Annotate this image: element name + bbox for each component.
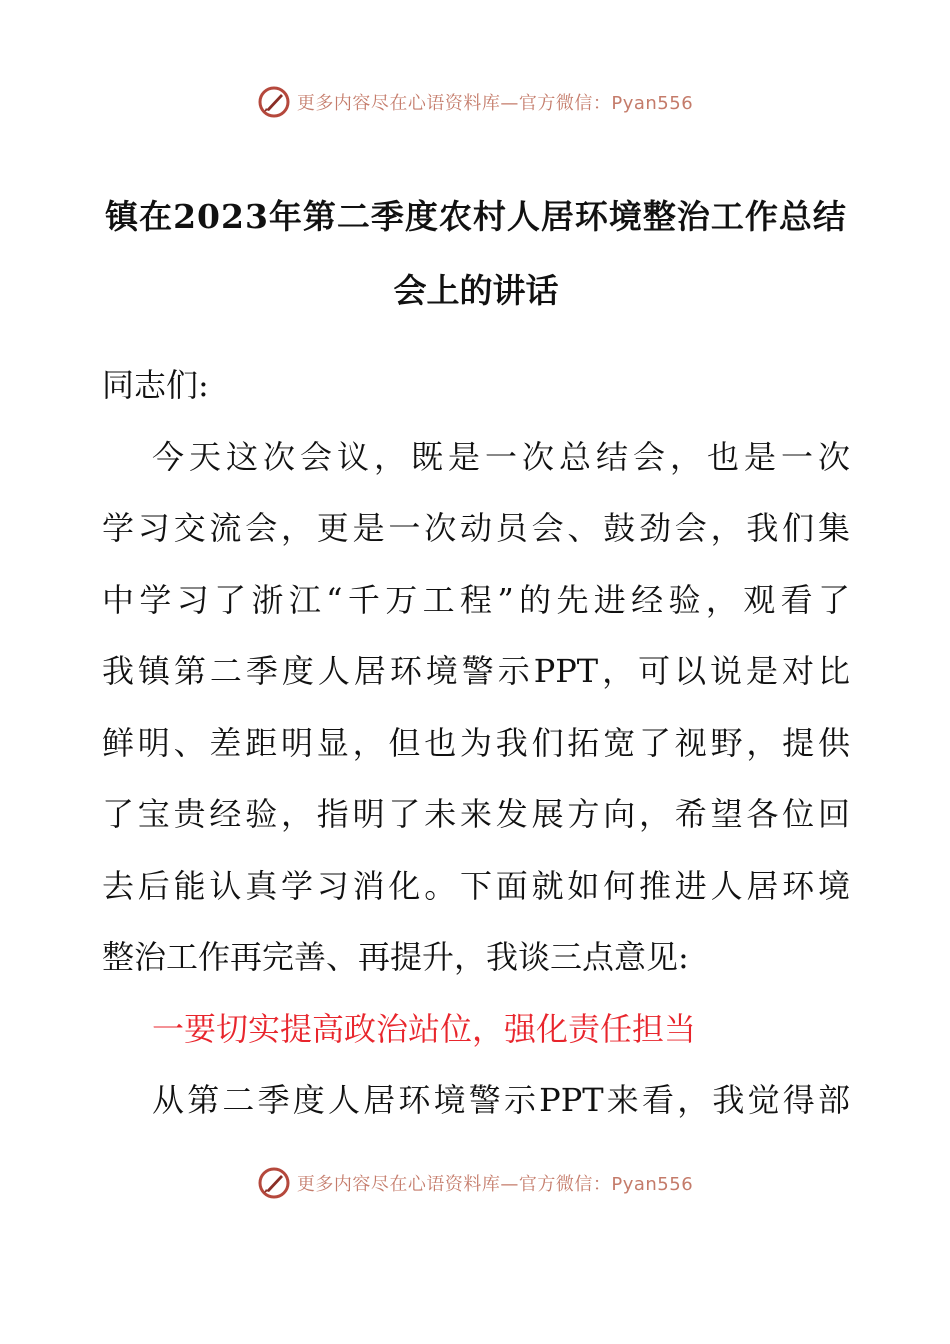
watermark-content xyxy=(257,1166,693,1200)
quill-logo-icon xyxy=(257,85,291,119)
paragraph-line: 鲜明、差距明显，但也为我们拓宽了视野，提供 xyxy=(102,723,850,762)
quill-logo-icon xyxy=(257,1166,291,1200)
salutation: 同志们: xyxy=(102,366,209,404)
watermark-text: 更多内容尽在心语资料库—官方微信：Pyan556 xyxy=(296,1174,694,1195)
document-title-line-2: 会上的讲话 xyxy=(393,271,559,310)
paragraph-line: 今天这次会议，既是一次总结会，也是一次 xyxy=(152,437,850,476)
watermark-banner-top xyxy=(0,80,950,124)
watermark-text: 更多内容尽在心语资料库—官方微信：Pyan556 xyxy=(296,93,694,114)
paragraph-line: 我镇第二季度人居环境警示PPT，可以说是对比 xyxy=(102,652,850,690)
document-body xyxy=(102,350,850,1137)
paragraph-line: 中学习了浙江“千万工程”的先进经验，观看了 xyxy=(102,580,850,619)
paragraph-line: 整治工作再完善、再提升，我谈三点意见: xyxy=(102,938,689,976)
paragraph-line: 学习交流会，更是一次动员会、鼓劲会，我们集 xyxy=(102,509,850,547)
paragraph-line: 从第二季度人居环境警示PPT来看，我觉得部 xyxy=(152,1081,850,1119)
paragraph-line: 去后能认真学习消化。下面就如何推进人居环境 xyxy=(102,866,850,905)
section-heading-1: 一要切实提高政治站位，强化责任担当 xyxy=(152,1009,697,1048)
document-title-line-1: 镇在2023年第二季度农村人居环境整治工作总结 xyxy=(105,197,847,236)
watermark-banner-bottom xyxy=(0,1161,950,1205)
watermark-content xyxy=(257,85,693,119)
paragraph-line: 了宝贵经验，指明了未来发展方向，希望各位回 xyxy=(102,795,850,833)
